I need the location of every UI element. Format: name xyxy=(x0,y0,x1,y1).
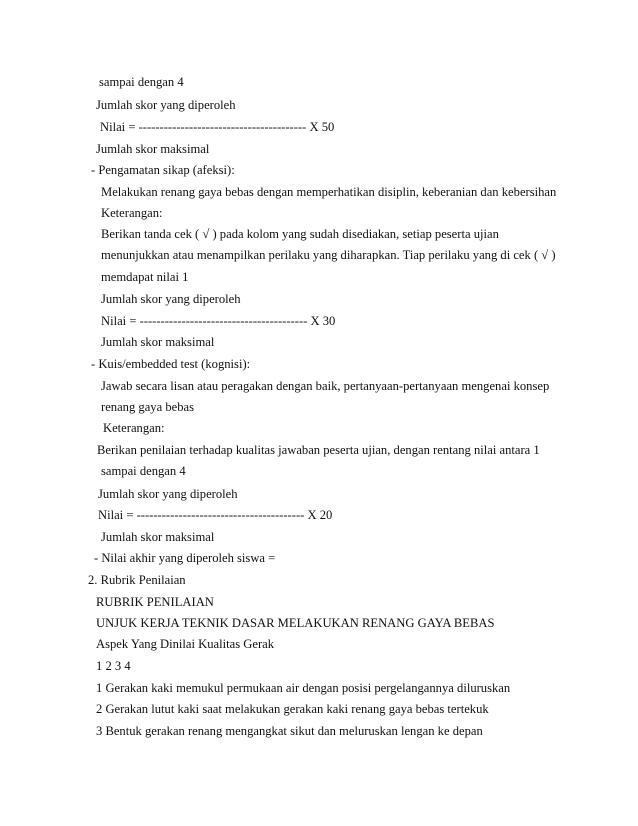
section-heading: - Pengamatan sikap (afeksi): xyxy=(91,163,235,177)
text-line: Jumlah skor yang diperoleh xyxy=(98,487,238,501)
text-line: sampai dengan 4 xyxy=(101,464,186,478)
text-line: Jumlah skor maksimal xyxy=(101,530,215,544)
text-line: menunjukkan atau menampilkan perilaku yang diharapkan. Tiap perilaku yang di cek ( √ ) xyxy=(101,248,556,262)
section-heading: - Nilai akhir yang diperoleh siswa = xyxy=(94,551,276,565)
text-line: Jawab secara lisan atau peragakan dengan baik, pertanyaan-pertanyaan mengenai konsep xyxy=(101,379,550,393)
section-heading: - Kuis/embedded test (kognisi): xyxy=(91,357,251,371)
text-line: Jumlah skor yang diperoleh xyxy=(96,98,236,112)
text-line: Melakukan renang gaya bebas dengan memperhatikan disiplin, keberanian dan kebersihan xyxy=(101,185,557,199)
text-line: Keterangan: xyxy=(103,421,165,435)
formula-line: Nilai = ---------------------------------------- X 30 xyxy=(101,314,336,328)
text-line: memdapat nilai 1 xyxy=(101,270,189,284)
rubric-scale: 1 2 3 4 xyxy=(96,659,131,673)
numbered-heading: 2. Rubrik Penilaian xyxy=(88,573,186,587)
rubric-item: 3 Bentuk gerakan renang mengangkat sikut dan meluruskan lengan ke depan xyxy=(96,724,483,738)
text-line: Keterangan: xyxy=(101,206,163,220)
text-line: renang gaya bebas xyxy=(101,400,195,414)
rubric-item: 1 Gerakan kaki memukul permukaan air dengan posisi pergelangannya diluruskan xyxy=(96,681,511,695)
rubric-subtitle: UNJUK KERJA TEKNIK DASAR MELAKUKAN RENANG GAYA BEBAS xyxy=(96,616,495,630)
text-line: Berikan penilaian terhadap kualitas jawaban peserta ujian, dengan rentang nilai antara 1 xyxy=(97,443,540,457)
rubric-header: Aspek Yang Dinilai Kualitas Gerak xyxy=(96,637,275,651)
rubric-item: 2 Gerakan lutut kaki saat melakukan gerakan kaki renang gaya bebas tertekuk xyxy=(96,702,489,716)
formula-line: Nilai = ---------------------------------------- X 20 xyxy=(98,508,333,522)
rubric-title: RUBRIK PENILAIAN xyxy=(96,595,214,609)
text-line: Jumlah skor maksimal xyxy=(101,335,215,349)
text-line: Jumlah skor yang diperoleh xyxy=(101,292,241,306)
text-line: Jumlah skor maksimal xyxy=(96,142,210,156)
formula-line: Nilai = ---------------------------------------- X 50 xyxy=(100,120,335,134)
text-line: sampai dengan 4 xyxy=(99,75,184,89)
text-line: Berikan tanda cek ( √ ) pada kolom yang sudah disediakan, setiap peserta ujian xyxy=(101,227,499,241)
